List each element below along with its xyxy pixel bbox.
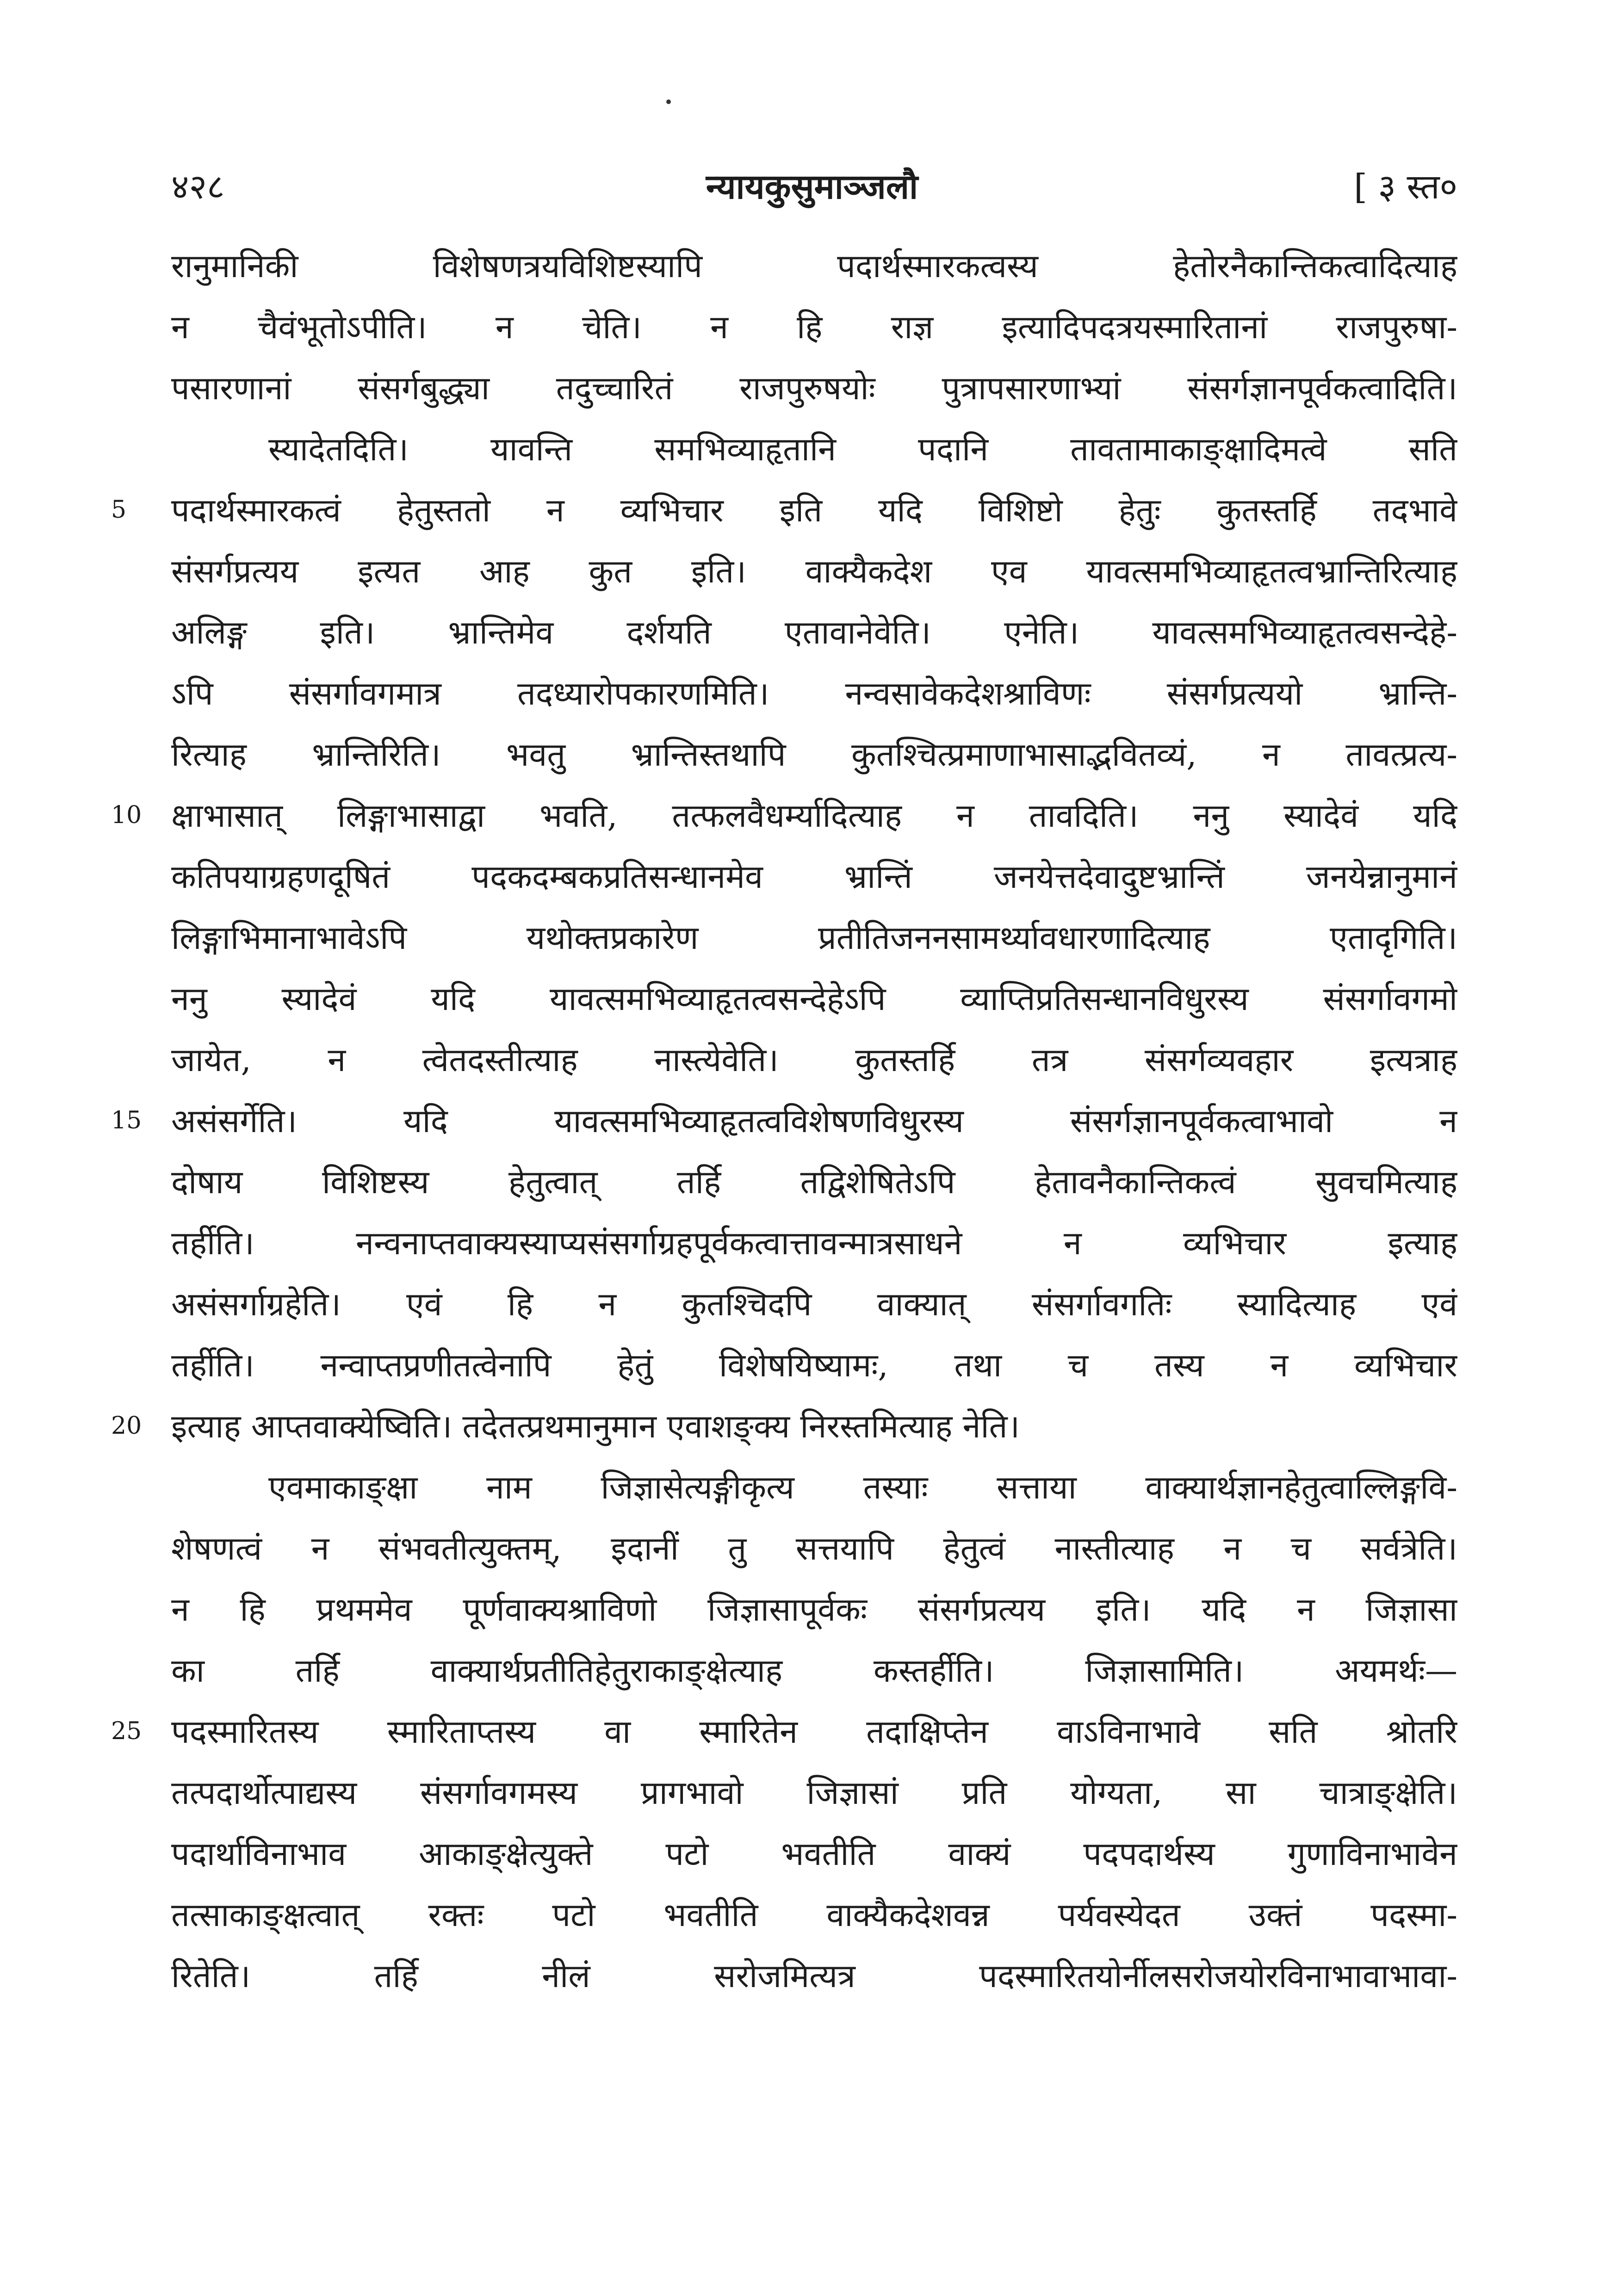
line-text: इत्याह आप्तवाक्येष्विति। तदेतत्प्रथमानुमान एवाशङ्क्य निरस्तमित्याह नेति। xyxy=(171,1407,1020,1445)
line-number: 10 xyxy=(111,801,142,829)
text-line xyxy=(0,546,1624,601)
text-line xyxy=(0,1096,1624,1151)
line-text: स्यादेतदिति। यावन्ति समभिव्याहृतानि पदानि तावतामाकाङ्क्षादिमत्वे सति xyxy=(268,430,1457,468)
text-line xyxy=(0,1889,1624,1945)
line-text: न हि प्रथममेव पूर्णवाक्यश्राविणो जिज्ञासापूर्वकः संसर्गप्रत्यय इति। यदि न जिज्ञासा xyxy=(171,1591,1457,1629)
text-line xyxy=(0,1951,1624,2006)
line-text: एवमाकाङ्क्षा नाम जिज्ञासेत्यङ्गीकृत्य तस्याः सत्ताया वाक्यार्थज्ञानहेतुत्वाल्लिङ्गवि- xyxy=(268,1468,1457,1506)
line-text: शेषणत्वं न संभवतीत्युक्तम्, इदानीं तु सत्तयापि हेतुत्वं नास्तीत्याह न च सर्वत्रेति। xyxy=(171,1530,1457,1567)
text-line xyxy=(0,851,1624,907)
line-text: कतिपयाग्रहणदूषितं पदकदम्बकप्रतिसन्धानमेव भ्रान्तिं जनयेत्तदेवादुष्टभ्रान्तिं जनयेन्नानुमानं xyxy=(171,858,1457,896)
text-line xyxy=(0,241,1624,296)
text-line xyxy=(0,1828,1624,1884)
line-text: रित्याह भ्रान्तिरिति। भवतु भ्रान्तिस्तथापि कुतश्चित्प्रमाणाभासाद्भवितव्यं, न तावत्प्रत्य- xyxy=(171,736,1457,774)
line-text: ऽपि संसर्गावगमात्र तदध्यारोपकारणमिति। नन्वसावेकदेशश्राविणः संसर्गप्रत्ययो भ्रान्ति- xyxy=(171,675,1457,712)
line-text: संसर्गप्रत्यय इत्यत आह कुत इति। वाक्यैकदेश एव यावत्समभिव्याहृतत्वभ्रान्तिरित्याह xyxy=(171,552,1457,590)
line-text: तत्पदार्थोत्पाद्यस्य संसर्गावगमस्य प्रागभावो जिज्ञासां प्रति योग्यता, सा चात्राङ्क्षेति। xyxy=(171,1774,1457,1812)
line-text: रितेति। तर्हि नीलं सरोजमित्यत्र पदस्मारितयोर्नीलसरोजयोरविनाभावाभावा- xyxy=(171,1957,1457,1995)
line-number: 25 xyxy=(111,1717,142,1745)
line-text: पदार्थस्मारकत्वं हेतुस्ततो न व्यभिचार इति यदि विशिष्टो हेतुः कुतस्तर्हि तदभावे xyxy=(171,491,1457,529)
line-text: तर्हीति। नन्वनाप्तवाक्यस्याप्यसंसर्गाग्रहपूर्वकत्वात्तावन्मात्रसाधने न व्यभिचार इत्याह xyxy=(171,1224,1457,1262)
text-line xyxy=(0,607,1624,663)
line-text: न चैवंभूतोऽपीति। न चेति। न हि राज्ञ इत्यादिपदत्रयस्मारितानां राजपुरुषा- xyxy=(171,308,1457,346)
line-text: ननु स्यादेवं यदि यावत्समभिव्याहृतत्वसन्देहेऽपि व्याप्तिप्रतिसन्धानविधुरस्य संसर्गावगमो xyxy=(171,980,1457,1018)
line-number: 15 xyxy=(111,1107,142,1134)
text-line xyxy=(0,363,1624,418)
text-line xyxy=(0,1034,1624,1090)
text-line xyxy=(0,1218,1624,1273)
page-number: ४२८ xyxy=(171,167,225,207)
line-text: अलिङ्ग इति। भ्रान्तिमेव दर्शयति एतावानेवेति। एनेति। यावत्समभिव्याहृतत्वसन्देहे- xyxy=(171,613,1457,651)
line-text: पसारणानां संसर्गबुद्ध्या तदुच्चारितं राजपुरुषयोः पुत्रापसारणाभ्यां संसर्गज्ञानपूर्वकत्वादिति। xyxy=(171,369,1457,407)
running-title: न्यायकुसुमाञ्जलौ xyxy=(706,167,918,207)
text-line xyxy=(0,1706,1624,1762)
text-line xyxy=(0,1157,1624,1212)
text-line xyxy=(0,668,1624,724)
line-text: असंसर्गाग्रहेति। एवं हि न कुतश्चिदपि वाक्यात् संसर्गावगतिः स्यादित्याह एवं xyxy=(171,1285,1457,1323)
text-line xyxy=(0,302,1624,357)
text-line xyxy=(0,485,1624,540)
text-line xyxy=(0,1340,1624,1395)
line-text: असंसर्गेति। यदि यावत्समभिव्याहृतत्वविशेषणविधुरस्य संसर्गज्ञानपूर्वकत्वाभावो न xyxy=(171,1102,1457,1140)
page-header xyxy=(0,162,1624,217)
text-line xyxy=(0,1645,1624,1701)
line-text: लिङ्गाभिमानाभावेऽपि यथोक्तप्रकारेण प्रतीतिजननसामर्थ्यावधारणादित्याह एतादृगिति। xyxy=(171,919,1457,957)
ink-speck xyxy=(666,99,671,104)
line-text: जायेत, न त्वेतदस्तीत्याह नास्त्येवेति। कुतस्तर्हि तत्र संसर्गव्यवहार इत्यत्राह xyxy=(171,1041,1457,1079)
text-line xyxy=(0,912,1624,968)
text-line xyxy=(0,424,1624,479)
line-text: का तर्हि वाक्यार्थप्रतीतिहेतुराकाङ्क्षेत्याह कस्तर्हीति। जिज्ञासामिति। अयमर्थः— xyxy=(171,1652,1457,1690)
line-text: तत्साकाङ्क्षत्वात् रक्तः पटो भवतीति वाक्यैकदेशवन्न पर्यवस्येदत उक्तं पदस्मा- xyxy=(171,1896,1457,1934)
line-number: 20 xyxy=(111,1412,142,1440)
text-line xyxy=(0,973,1624,1029)
section-marker: [ ३ स्त० xyxy=(1354,167,1457,207)
text-line xyxy=(0,1584,1624,1640)
line-text: क्षाभासात् लिङ्गाभासाद्वा भवति, तत्फलवैधर्म्यादित्याह न तावदिति। ननु स्यादेवं यदि xyxy=(171,797,1457,835)
text-line xyxy=(0,729,1624,785)
line-number: 5 xyxy=(111,496,127,524)
line-text: पदस्मारितस्य स्मारिताप्तस्य वा स्मारितेन तदाक्षिप्तेन वाऽविनाभावे सति श्रोतरि xyxy=(171,1713,1457,1751)
line-text: रानुमानिकी विशेषणत्रयविशिष्टस्यापि पदार्थस्मारकत्वस्य हेतोरनैकान्तिकत्वादित्याह xyxy=(171,247,1457,285)
text-line xyxy=(0,1401,1624,1456)
line-text: पदार्थाविनाभाव आकाङ्क्षेत्युक्ते पटो भवतीति वाक्यं पदपदार्थस्य गुणाविनाभावेन xyxy=(171,1835,1457,1873)
text-line xyxy=(0,790,1624,846)
line-text: तर्हीति। नन्वाप्तप्रणीतत्वेनापि हेतुं विशेषयिष्यामः, तथा च तस्य न व्यभिचार xyxy=(171,1346,1457,1384)
text-line xyxy=(0,1523,1624,1579)
text-line xyxy=(0,1279,1624,1334)
text-line xyxy=(0,1767,1624,1823)
text-line xyxy=(0,1462,1624,1517)
line-text: दोषाय विशिष्टस्य हेतुत्वात् तर्हि तद्विशेषितेऽपि हेतावनैकान्तिकत्वं सुवचमित्याह xyxy=(171,1163,1457,1201)
